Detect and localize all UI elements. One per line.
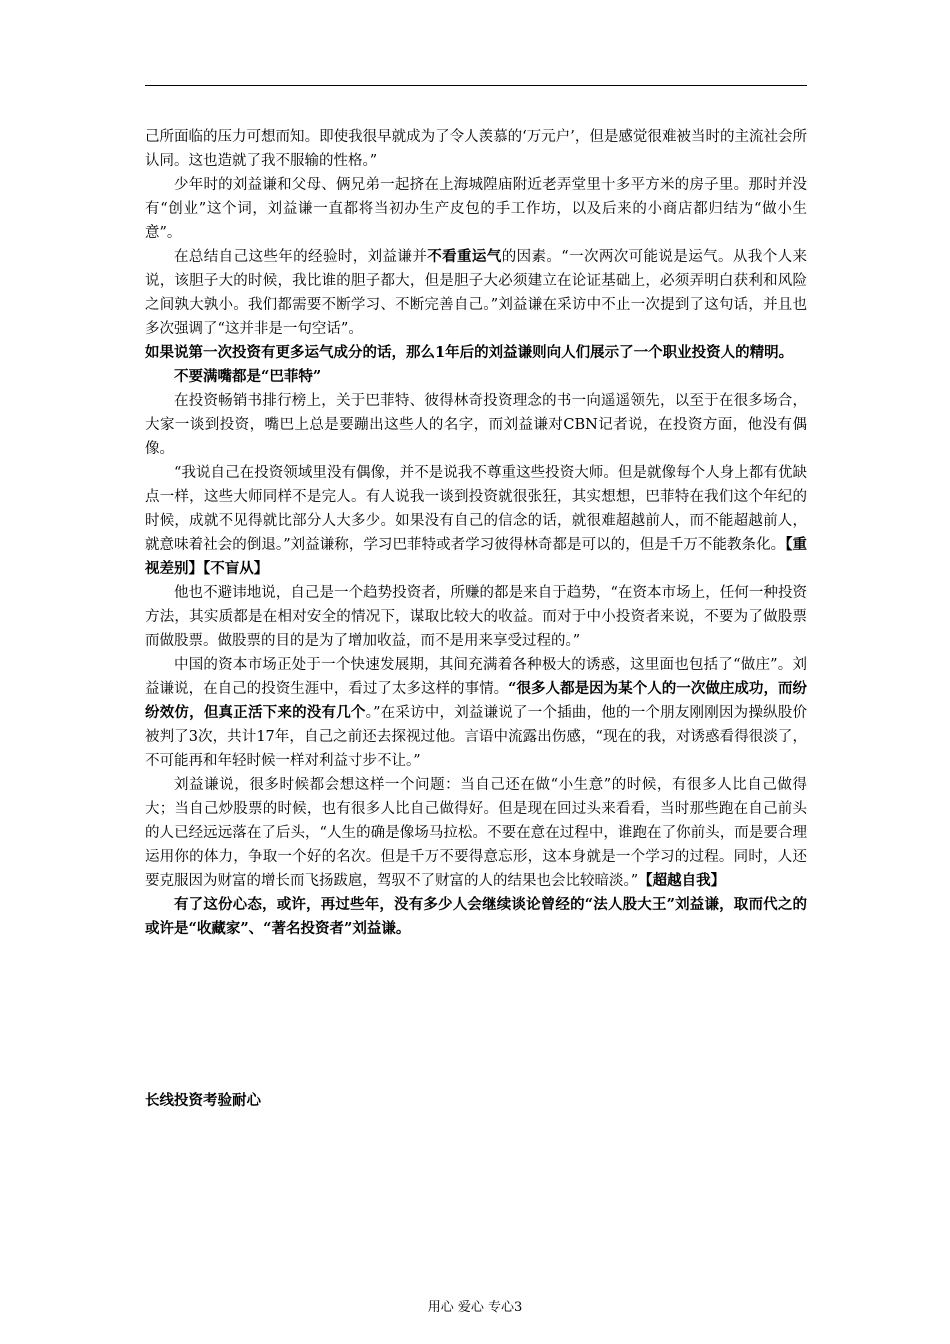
paragraph-continuation: 己所面临的压力可想而知。即使我很早就成为了令人羡慕的‘万元户’，但是感觉很难被当时的主流社会所认同。这也造就了我不服输的性格。” (145, 129, 807, 169)
header-rule (145, 85, 807, 86)
paragraph-marathon: 刘益谦说，很多时候都会想这样一个问题：当自己还在做“小生意”的时候，有很多人比自己做得大；当自己炒股票的时候，也有很多人比自己做得好。但是现在回过头来看看，当时那些跑在自己前头的人已经远远落在了后头，“人生的确是像场马拉松。不要在意在过程中，谁跑在了你前头，而是要合理运用你的体力，争取一个好的名次。但是千万不要得意忘形，这本身就是一个学习的过程。同时，人还要克服因为财富的增长而飞扬跋扈，驾驭不了财富的人的结果也会比较暗淡。”【超越自我】 (145, 777, 807, 889)
paragraph-conclusion: 有了这份心态，或许，再过些年，没有多少人会继续谈论曾经的“法人股大王”刘益谦，取而代之的或许是“收藏家”、“著名投资者”刘益谦。 (145, 896, 807, 937)
paragraph-childhood: 少年时的刘益谦和父母、俩兄弟一起挤在上海城隍庙附近老弄堂里十多平方米的房子里。那时并没有“创业”这个词，刘益谦一直都将当初办生产皮包的手工作坊，以及后来的小商店都归结为“做小生意”。 (145, 177, 807, 241)
tag-differences: 【重视差别】【不盲从】 (145, 536, 807, 577)
paragraph-market-temptation: 中国的资本市场正处于一个快速发展期，其间充满着各种极大的诱惑，这里面也包括了“做庄”。刘益谦说，在自己的投资生涯中，看过了太多这样的事情。“很多人都是因为某个人的一次做庄成功，而纷纷效仿，但真正活下来的没有几个。”在采访中，刘益谦说了一个插曲，他的一个朋友刚刚因为操纵股价被判了3次，共计17年，自己之前还去探视过他。言语中流露出伤感，“现在的我，对诱惑看得很淡了，不可能再和年轻时候一样对利益寸步不让。” (145, 657, 807, 769)
tag-surpass-self: 【超越自我】 (638, 872, 726, 889)
paragraph-bold-summary: 如果说第一次投资有更多运气成分的话，那么1年后的刘益谦则向人们展示了一个职业投资人的精明。 (145, 344, 794, 361)
emphasis-few-survive: “很多人都是因为某个人的一次做庄成功，而纷纷效仿，但真正活下来的没有几个 (145, 680, 807, 721)
section-heading-buffett: 不要满嘴都是“巴菲特” (174, 368, 322, 385)
document-body (145, 125, 807, 1113)
page-footer: 用心 爱心 专心3 (427, 1300, 523, 1315)
paragraph-no-idol: 在投资畅销书排行榜上，关于巴菲特、彼得林奇投资理念的书一向遥遥领先，以至于在很多场合，大家一谈到投资，嘴巴上总是要蹦出这些人的名字，而刘益谦对CBN记者说，在投资方面，他没有偶像。 (145, 393, 807, 457)
emphasis-luck: 不看重运气 (427, 248, 502, 265)
paragraph-experience: 在总结自己这些年的经验时，刘益谦并不看重运气的因素。“一次两次可能说是运气。从我个人来说，该胆子大的时候，我比谁的胆子都大，但是胆子大必须建立在论证基础上，必须弄明白获利和风险之间孰大孰小。我们都需要不断学习、不断完善自己。”刘益谦在采访中不止一次提到了这句话，并且也多次强调了“这并非是一句空话”。 (145, 248, 808, 337)
paragraph-quote-masters: “我说自己在投资领域里没有偶像，并不是说我不尊重这些投资大师。但是就像每个人身上都有优缺点一样，这些大师同样不是完人。有人说我一谈到投资就很张狂，其实想想，巴菲特在我们这个年纪的时候，成就不见得就比部分人大多少。如果没有自己的信念的话，就很难超越前人，而不能超越前人，就意味着社会的倒退。”刘益谦称，学习巴菲特或者学习彼得林奇都是可以的，但是千万不能教条化。【重视差别】【不盲从】 (145, 465, 807, 577)
paragraph-trend-investor: 他也不避讳地说，自己是一个趋势投资者，所赚的都是来自于趋势，“在资本市场上，任何一种投资方法，其实质都是在相对安全的情况下，谋取比较大的收益。而对于中小投资者来说，不要为了做股票而做股票。做股票的目的是为了增加收益，而不是用来享受过程的。” (145, 585, 807, 649)
section-heading-long-term: 长线投资考验耐心 (145, 1092, 261, 1109)
